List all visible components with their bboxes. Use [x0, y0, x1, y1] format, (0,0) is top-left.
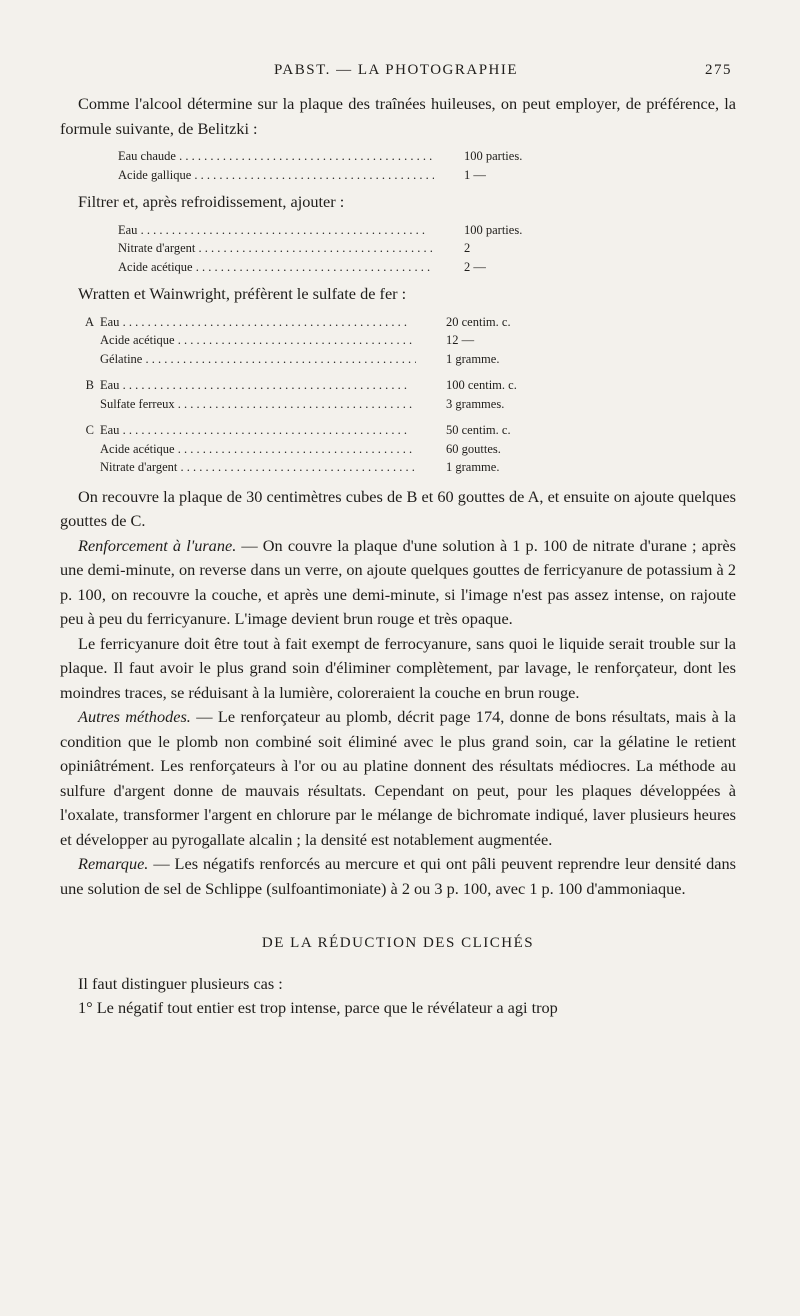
paragraph: Filtrer et, après refroidissement, ajouter :: [78, 192, 345, 211]
paragraph-text: — Le renforçateur au plomb, décrit page 174, donne de bons résultats, mais à la condition que le plomb non combiné soit éliminé avec le plus grand soin, car la gélatine le retient opiniâtrément. Les renforçateurs à l'or ou au platine donnent des résultats médiocres. La méthode au sulfure d'argent donne de mauvais résultats. Cependant on peut, pour les plaques développées à l'oxalate, transformer l'argent en chlorure par le mélange de bichromate indiqué, laver plusieurs heures et développer au pyrogallate alcalin ; la densité est notablement augmentée.: [60, 707, 736, 849]
paragraph: Comme l'alcool détermine sur la plaque des traînées huileuses, on peut employer, de préférence, la formule suivante, de Belitzki :: [60, 94, 736, 138]
paragraph: 1° Le négatif tout entier est trop intense, parce que le révélateur a agi trop: [78, 998, 558, 1017]
group-letter: B: [85, 378, 94, 392]
quantity: 3 grammes.: [446, 396, 505, 411]
ingredient: Nitrate d'argent . . .: [118, 239, 434, 258]
ingredient: Acide gallique . . .: [118, 166, 434, 185]
recipe-group-a: [60, 313, 736, 369]
quantity: 100 parties.: [464, 222, 523, 237]
quantity: 20 centim. c.: [446, 314, 511, 329]
quantity: 12 —: [446, 333, 475, 347]
group-letter: A: [84, 314, 94, 329]
paragraph: On recouvre la plaque de 30 centimètres cubes de B et 60 gouttes de A, et ensuite on ajoute quelques gouttes de C.: [60, 486, 736, 530]
recipe-row: [60, 331, 736, 350]
ingredient: Acide acétique . . .: [118, 258, 434, 277]
recipe-row: [60, 421, 736, 440]
quantity: 1 gramme.: [446, 460, 500, 474]
recipe-row: [118, 258, 736, 277]
quantity: 1 —: [464, 167, 486, 182]
paragraph: Wratten et Wainwright, préfèrent le sulfate de fer :: [78, 284, 407, 303]
ingredient: Acide acétique . . .: [100, 331, 416, 350]
ingredient: Eau . . .: [100, 421, 416, 440]
quantity: 60 gouttes.: [446, 441, 501, 456]
paragraph: Il faut distinguer plusieurs cas :: [78, 973, 283, 993]
recipe-row: [60, 458, 736, 477]
recipe-row: [118, 166, 736, 185]
quantity: 2: [464, 241, 471, 255]
paragraph-lead: Autres méthodes.: [78, 707, 191, 726]
paragraph: [60, 852, 736, 901]
quantity: 100 centim. c.: [446, 378, 517, 392]
recipe-silver: [118, 221, 736, 277]
paragraph-text: — Les négatifs renforcés au mercure et qui ont pâli peuvent reprendre leur densité dans une solution de sel de Schlippe (sulfoantimoniate) à 2 ou 3 p. 100, avec 1 p. 100 d'ammoniaque.: [60, 854, 736, 898]
paragraph: [60, 705, 736, 852]
ingredient: Eau . . .: [100, 313, 416, 332]
quantity: 2 —: [464, 259, 486, 274]
recipe-row: [60, 395, 736, 414]
ingredient: Acide acétique . . .: [100, 440, 416, 459]
recipe-belitzki: [118, 147, 736, 184]
quantity: 100 parties.: [464, 149, 523, 163]
recipe-wratten: [60, 313, 736, 477]
quantity: 50 centim. c.: [446, 423, 511, 437]
header-title: PABST. — LA PHOTOGRAPHIE: [273, 62, 519, 78]
paragraph-lead: Remarque.: [78, 854, 149, 873]
group-letter: C: [85, 423, 94, 437]
ingredient: Eau . . .: [100, 376, 416, 395]
paragraph-lead: Renforcement à l'urane.: [78, 535, 237, 555]
ingredient: Nitrate d'argent . . .: [100, 458, 416, 477]
ingredient: Gélatine . . .: [100, 350, 416, 369]
recipe-row: [118, 147, 736, 166]
section-heading: DE LA RÉDUCTION DES CLICHÉS: [261, 935, 535, 951]
recipe-row: [60, 313, 736, 332]
ingredient: Eau . . .: [118, 221, 434, 240]
ingredient: Eau chaude . . .: [118, 147, 434, 166]
paragraph: Le ferricyanure doit être tout à fait exempt de ferrocyanure, sans quoi le liquide serait trouble sur la plaque. Il faut avoir le plus grand soin d'éliminer complètement, par lavage, le renforçateur, dont les moindres traces, se réduisant à la lumière, coloreraient la couche en brun rouge.: [60, 633, 736, 702]
recipe-row: [60, 376, 736, 395]
recipe-row: [60, 350, 736, 369]
ingredient: Sulfate ferreux . . .: [100, 395, 416, 414]
recipe-group-b: [60, 376, 736, 413]
recipe-row: [118, 239, 736, 258]
recipe-row: [60, 440, 736, 459]
page-body: [60, 92, 736, 1021]
paragraph-text: — On couvre la plaque d'une solution à 1 p. 100 de nitrate d'urane ; après une demi-minute, on reverse dans un verre, on ajoute quelques gouttes de ferricyanure de potassium à 2 p. 100, on recouvre la couche, et après une demi-minute, si l'image n'est pas assez intense, on rajoute peu à peu du ferricyanure. L'image devient brun rouge et très opaque.: [60, 535, 736, 628]
page-number: 275: [705, 62, 732, 78]
recipe-row: [118, 221, 736, 240]
paragraph: [60, 534, 736, 632]
recipe-group-c: [60, 421, 736, 477]
quantity: 1 gramme.: [446, 351, 500, 366]
